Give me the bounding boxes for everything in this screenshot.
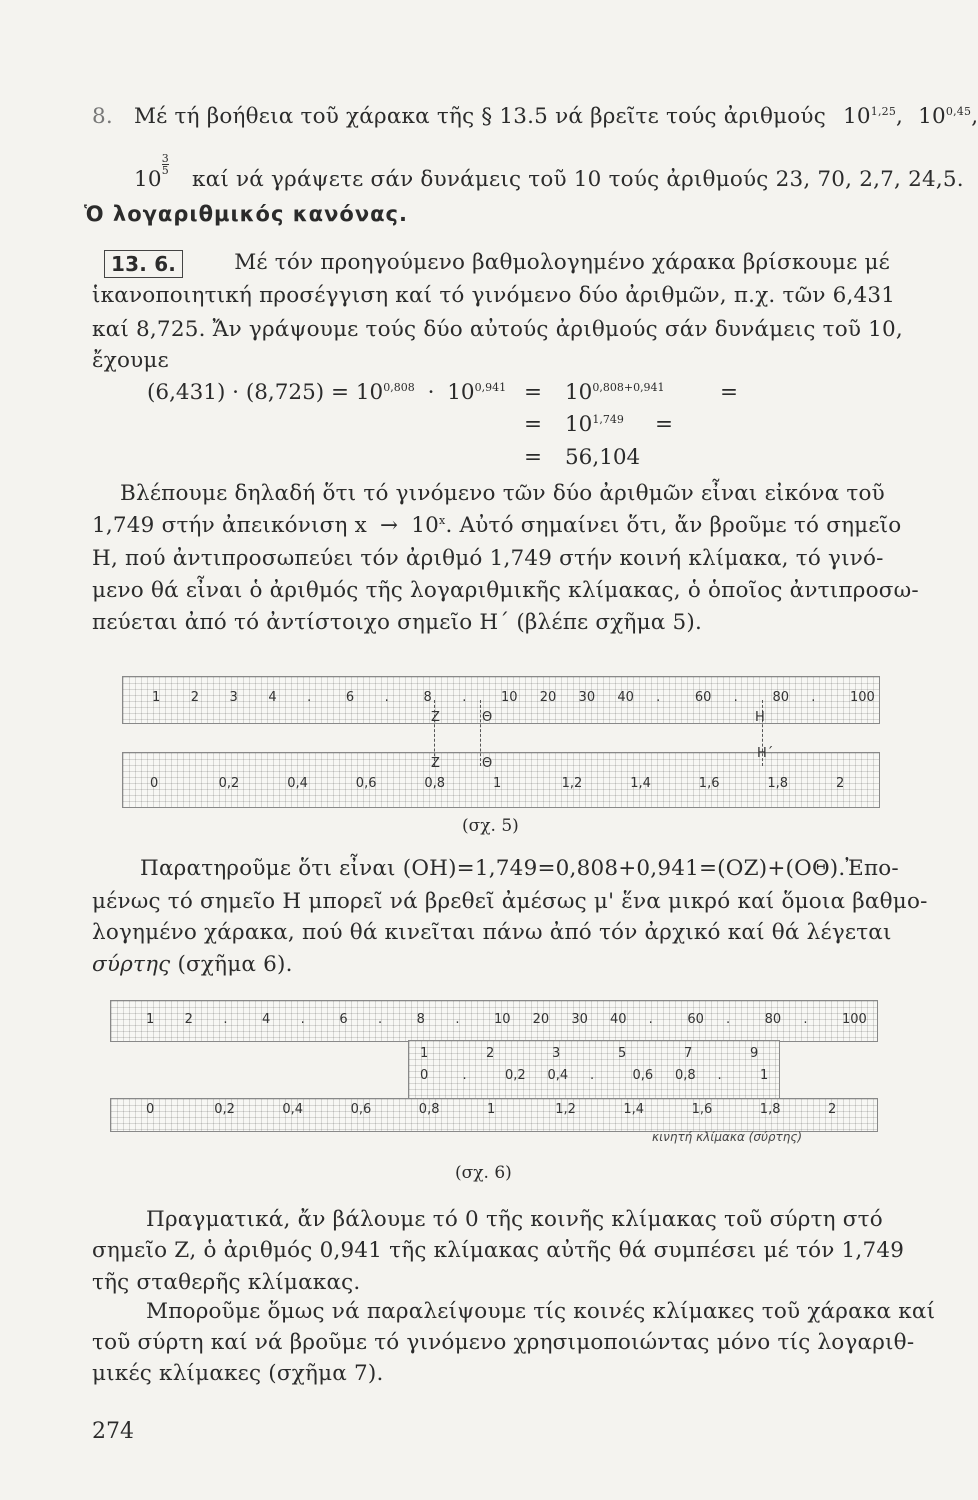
fig6-slide-bottom-label: . <box>717 1068 722 1083</box>
para1-line-2: ἱκανοποιητική προσέγγιση καί τό γινόμενο δύο ἀριθμῶν, π.χ. τῶν 6,431 <box>92 283 896 308</box>
fig6-slide-bottom-label: 0,8 <box>675 1068 696 1083</box>
fig5-dash-theta <box>480 700 481 766</box>
fig5-mark-z-top: Z <box>431 710 440 725</box>
fig5-log-label: . <box>656 690 661 705</box>
para4-line-2: σημεῖο Ζ, ὁ ἀριθμός 0,941 τῆς κλίμακας αὐτῆς θά συμπέσει μέ τόν 1,749 <box>92 1238 905 1263</box>
para2-line-3: Η, πού ἀντιπροσωπεύει τόν ἀριθμό 1,749 στήν κοινή κλίμακα, τό γινό- <box>92 546 884 571</box>
fig6-slide-bottom-label: 0 <box>420 1068 429 1083</box>
para1-line-4: ἔχουμε <box>92 348 169 373</box>
fig5-log-label: 80 <box>772 690 789 705</box>
fig6-bottom-label: 0,2 <box>214 1102 235 1117</box>
exercise-8-line-2 <box>134 153 964 192</box>
eq-equals-5: = <box>524 445 543 470</box>
eq-equals-2: = <box>720 380 739 405</box>
eq-result: 56,104 <box>565 445 641 470</box>
arrow-icon: → <box>380 513 399 538</box>
fig6-slide-note: κινητή κλίμακα (σύρτης) <box>652 1130 803 1144</box>
fig6-slide-bottom-label: 0,6 <box>632 1068 654 1083</box>
para4-line-5: τοῦ σύρτη καί νά βροῦμε τό γινόμενο χρησιμοποιώντας μόνο τίς λογαριθ- <box>92 1330 915 1355</box>
fig5-lin-label: 1,8 <box>767 776 789 791</box>
fig5-lin-label: 1 <box>493 776 502 791</box>
fig6-top-label: 80 <box>764 1012 782 1027</box>
fig5-log-label: . <box>462 690 467 705</box>
fig5-mark-theta-top: Θ <box>482 710 493 725</box>
fig6-top-label: . <box>726 1012 731 1027</box>
fig6-top-label: 1 <box>146 1012 155 1027</box>
fig6-bottom-label: 0 <box>146 1102 155 1117</box>
para3-line-2: μένως τό σημεῖο Η μπορεῖ νά βρεθεῖ ἀμέσως μ' ἕνα μικρό καί ὅμοια βαθμο- <box>92 889 928 914</box>
fig6-top-label: 40 <box>610 1012 627 1027</box>
fig5-lin-label: 0 <box>150 776 159 791</box>
power-10-0-45: 10$^{0,45}$ <box>918 104 972 129</box>
para2-line-5: πεύεται ἀπό τό ἀντίστοιχο σημεῖο Η΄ (βλέπε σχῆμα 5). <box>92 610 703 635</box>
fig5-lin-label: 0,4 <box>287 776 308 791</box>
fig5-lin-label: 0,6 <box>355 776 377 791</box>
para2-line-4: μενο θά εἶναι ὁ ἀριθμός τῆς λογαριθμικῆς κλίμακας, ὁ ὁποῖος ἀντιπροσω- <box>92 578 919 603</box>
para3-line-1: Παρατηροῦμε ὅτι εἶναι (ΟΗ)=1,749=0,808+0,941=(ΟΖ)+(ΟΘ).Ἐπο- <box>140 856 899 881</box>
fig5-log-label: 1 <box>152 690 161 705</box>
eq-equals-3: = <box>524 412 543 437</box>
fig6-top-label: 8 <box>416 1012 425 1027</box>
page-number: 274 <box>92 1419 134 1444</box>
fig6-slide-bottom-label: . <box>462 1068 467 1083</box>
fig6-top-label: 30 <box>571 1012 588 1027</box>
fig5-log-label: 8 <box>423 690 432 705</box>
fig5-log-label: . <box>307 690 312 705</box>
power-10-3-5: 10 $\frac{3}{5}$ <box>134 152 169 192</box>
para1-line-3: καί 8,725. Ἄν γράψουμε τούς δύο αὐτούς ἀριθμούς σάν δυνάμεις τοῦ 10, <box>92 317 903 342</box>
fig6-top-label: 4 <box>262 1012 271 1027</box>
para2-line-2: 1,749 στήν ἀπεικόνιση x → 10$^x$. Αὐτό σημαίνει ὅτι, ἄν βροῦμε τό σημεῖο <box>92 513 902 538</box>
term-syrtis: σύρτης <box>92 952 171 977</box>
eq-term-3: $10^{0,808+0,941}$ <box>565 380 665 405</box>
fig6-top-label: 20 <box>532 1012 550 1027</box>
fig5-log-label: 2 <box>190 690 200 705</box>
exercise-number: 8. <box>92 104 113 129</box>
fig6-slide-top-label: 2 <box>486 1046 495 1061</box>
para4-line-3: τῆς σταθερῆς κλίμακας. <box>92 1270 361 1295</box>
eq-term-4: 10$^{1,749}$ <box>565 412 624 437</box>
para3-line-4: σύρτης (σχῆμα 6). <box>92 952 293 977</box>
fig5-log-label: 30 <box>578 690 596 705</box>
fig5-log-label: 100 <box>850 690 875 705</box>
fig6-top-label: . <box>648 1012 653 1027</box>
fig5-log-label: 4 <box>268 690 277 705</box>
fig6-top-label: 10 <box>494 1012 511 1027</box>
fig6-slide-top-label: 5 <box>618 1046 627 1061</box>
eq-equals-4: = <box>655 412 674 437</box>
fig6-bottom-label: 1,8 <box>759 1102 781 1117</box>
section-label: 13. 6. <box>104 250 183 278</box>
exercise-text: Μέ τή βοήθεια τοῦ χάρακα τῆς § 13.5 νά βρεῖτε τούς ἀριθμούς <box>133 104 826 129</box>
fig6-bottom-label: 1,6 <box>691 1102 713 1117</box>
eq-term-1: 10$^{0,808}$ <box>355 380 415 405</box>
eq-equals-1: = <box>524 380 543 405</box>
fig6-slide-bottom-label: . <box>590 1068 595 1083</box>
fig6-slide-top-label: 9 <box>750 1046 759 1061</box>
fig6-top-label: 2 <box>184 1012 193 1027</box>
fig6-bottom-label: 0,4 <box>282 1102 304 1117</box>
fig6-bottom-label: 0,8 <box>418 1102 440 1117</box>
fig6-top-label: 100 <box>842 1012 867 1027</box>
fig6-bottom-label: 2 <box>828 1102 837 1117</box>
fig5-lin-label: 0,2 <box>218 776 240 791</box>
fig6-top-label: . <box>378 1012 383 1027</box>
fig5-lin-label: 1,2 <box>561 776 583 791</box>
fig5-mark-h-bottom: Η΄ <box>757 746 774 761</box>
fig5-lin-label: 1,6 <box>698 776 720 791</box>
fig6-bottom-label: 1,2 <box>555 1102 576 1117</box>
equation-line-1: (6,431) · (8,725) = 10$^{0,808}$ · 10$^{0,941}$ <box>147 380 507 405</box>
fig5-log-label: 6 <box>345 690 355 705</box>
fig5-lin-label: 1,4 <box>630 776 651 791</box>
para3-line-3: λογημένο χάρακα, πού θά κινεῖται πάνω ἀπό τόν ἀρχικό καί θά λέγεται <box>92 920 892 945</box>
fig6-slide-bottom-label: 0,4 <box>547 1068 569 1083</box>
fig6-top-label: . <box>455 1012 460 1027</box>
para4-line-1: Πραγματικά, ἄν βάλουμε τό 0 τῆς κοινῆς κλίμακας τοῦ σύρτη στό <box>146 1207 883 1232</box>
fig6-slide-top-label: 7 <box>684 1046 693 1061</box>
fig5-mark-z-bottom: Z <box>431 756 440 771</box>
fig5-log-label: . <box>811 690 816 705</box>
fig6-top-label: 6 <box>339 1012 348 1027</box>
fig6-bottom-label: 1,4 <box>623 1102 645 1117</box>
fig6-slide-top-label: 3 <box>552 1046 561 1061</box>
fig6-bottom-label: 0,6 <box>350 1102 372 1117</box>
para4-line-4: Μποροῦμε ὅμως νά παραλείψουμε τίς κοινές κλίμακες τοῦ χάρακα καί <box>146 1299 936 1324</box>
para4-line-6: μικές κλίμακες (σχῆμα 7). <box>92 1361 384 1386</box>
fig5-log-label: 40 <box>617 690 634 705</box>
para2-line-1: Βλέπουμε δηλαδή ὅτι τό γινόμενο τῶν δύο ἀριθμῶν εἶναι εἰκόνα τοῦ <box>120 481 885 506</box>
fig5-caption: (σχ. 5) <box>462 816 519 836</box>
fig5-log-label: . <box>733 690 738 705</box>
fig5-log-label: . <box>384 690 389 705</box>
para1-line-1: 13. 6. Μέ τόν προηγούμενο βαθμολογημένο χάρακα βρίσκουμε μέ <box>104 250 890 278</box>
fig6-top-label: . <box>223 1012 228 1027</box>
fig6-caption: (σχ. 6) <box>455 1163 512 1183</box>
fig5-log-label: 20 <box>539 690 557 705</box>
fig5-log-label: 60 <box>694 690 712 705</box>
fig6-bottom-label: 1 <box>487 1102 496 1117</box>
fig5-mark-theta-bottom: Θ <box>482 756 493 771</box>
fig5-lin-label: 2 <box>836 776 845 791</box>
section-heading: Ὁ λογαριθμικός κανόνας. <box>84 202 408 226</box>
fig6-top-label: . <box>300 1012 305 1027</box>
fig5-lin-label: 0,8 <box>424 776 446 791</box>
exercise-8-line-1: 8. Μέ τή βοήθεια τοῦ χάρακα τῆς § 13.5 νά βρεῖτε τούς ἀριθμούς 10$^{1,25}$, 10$^{0,45}$, <box>92 104 978 129</box>
fig5-mark-h-top: Η <box>755 710 765 725</box>
fig6-slide-bottom-label: 0,2 <box>505 1068 526 1083</box>
fig6-slide-bottom-label: 1 <box>760 1068 769 1083</box>
fig5-log-label: 3 <box>229 690 238 705</box>
exercise-text-2: καί νά γράψετε σάν δυνάμεις τοῦ 10 τούς ἀριθμούς 23, 70, 2,7, 24,5. <box>192 167 964 192</box>
eq-term-2: 10$^{0,941}$ <box>447 380 507 405</box>
fig6-top-label: . <box>803 1012 808 1027</box>
power-10-1-25: 10$^{1,25}$ <box>842 104 897 129</box>
fig5-log-label: 10 <box>501 690 518 705</box>
fig6-slide-top-label: 1 <box>420 1046 429 1061</box>
fig6-top-label: 60 <box>687 1012 704 1027</box>
